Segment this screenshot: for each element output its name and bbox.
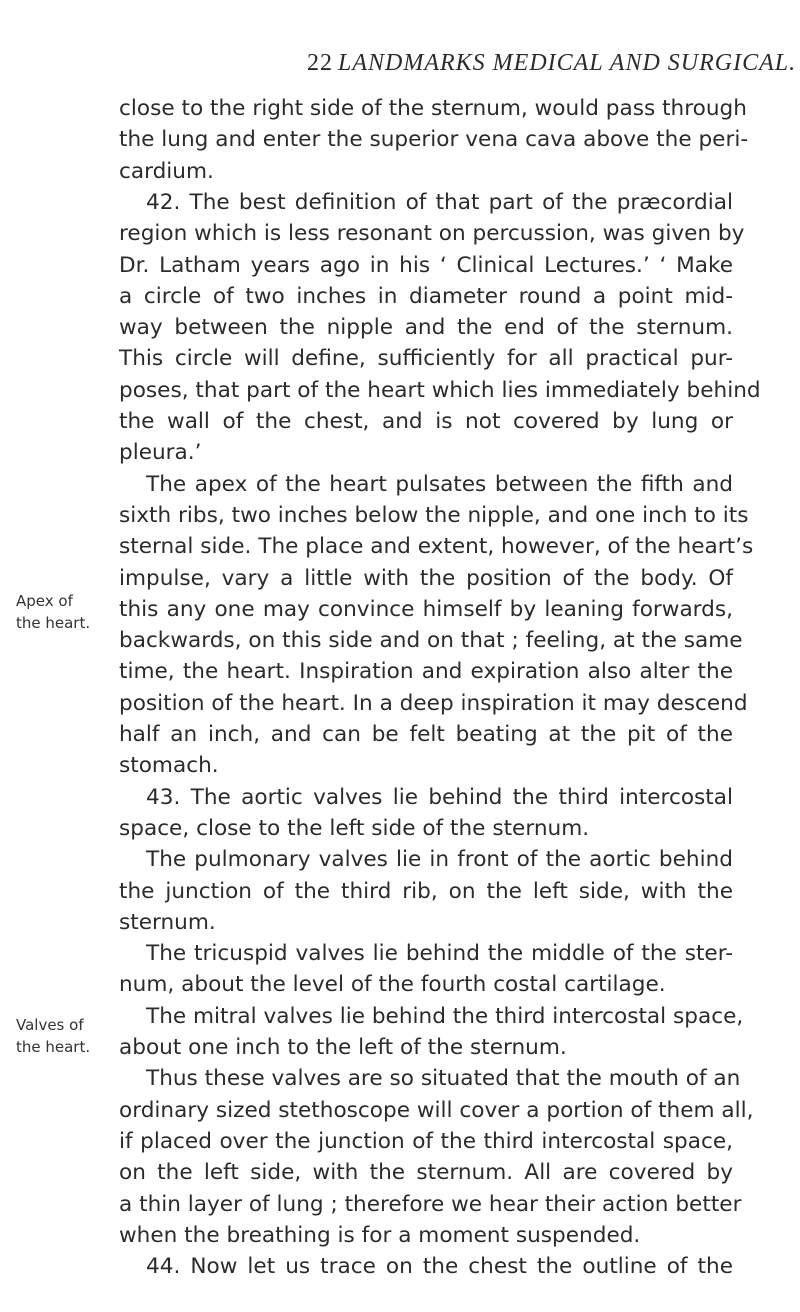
text-line: The pulmonary valves lie in front of the aortic behind	[146, 847, 733, 873]
text-line: Thus these valves are so situated that the mouth of an	[146, 1066, 741, 1092]
text-line: poses, that part of the heart which lies immediately behind	[119, 377, 761, 403]
text-line: The apex of the heart pulsates between the fifth and	[146, 471, 733, 497]
text-line: the junction of the third rib, on the left side, with the	[119, 878, 733, 904]
text-line: 43. The aortic valves lie behind the third intercostal	[146, 784, 733, 810]
text-line: The tricuspid valves lie behind the middle of the ster-	[146, 941, 733, 967]
text-line: the wall of the chest, and is not covered by lung or	[119, 409, 733, 434]
running-title: LANDMARKS MEDICAL AND SURGICAL.	[338, 50, 797, 76]
text-line: sternal side. The place and extent, however, of the heart’s	[119, 534, 754, 560]
text-line: on the left side, with the sternum. All are covered by	[119, 1160, 733, 1186]
running-header	[0, 50, 800, 80]
text-line: cardium.	[119, 158, 214, 184]
text-line: This circle will define, sufficiently for all practical pur-	[119, 346, 733, 372]
margin-note-valves	[16, 1014, 90, 1058]
text-line: pleura.’	[119, 440, 202, 466]
text-line: a circle of two inches in diameter round a point mid-	[119, 283, 733, 309]
text-line: ordinary sized stethoscope will cover a portion of them all,	[119, 1097, 754, 1123]
margin-note-line: the heart.	[16, 614, 91, 632]
text-line: about one inch to the left of the sternum.	[119, 1035, 567, 1060]
text-line: The mitral valves lie behind the third intercostal space,	[146, 1003, 744, 1029]
text-line: way between the nipple and the end of the sternum.	[119, 315, 733, 341]
text-line: stomach.	[119, 753, 219, 779]
text-line: sixth ribs, two inches below the nipple, and one inch to its	[119, 502, 749, 528]
text-line: when the breathing is for a moment suspended.	[119, 1222, 641, 1248]
text-line: backwards, on this side and on that ; feeling, at the same	[119, 628, 743, 654]
text-line: num, about the level of the fourth costal cartilage.	[119, 972, 666, 998]
text-line: a thin layer of lung ; therefore we hear their action better	[119, 1191, 742, 1217]
text-line: 44. Now let us trace on the chest the outline of the	[146, 1254, 733, 1280]
text-line: half an inch, and can be felt beating at the pit of the	[119, 722, 733, 747]
text-line: this any one may convince himself by leaning forwards,	[119, 596, 733, 622]
text-line: region which is less resonant on percussion, was given by	[119, 221, 745, 247]
text-line: Dr. Latham years ago in his ‘ Clinical Lectures.’ ‘ Make	[119, 252, 733, 278]
text-line: position of the heart. In a deep inspiration it may descend	[119, 690, 748, 716]
text-line: close to the right side of the sternum, would pass through	[119, 96, 747, 121]
text-line: impulse, vary a little with the position of the body. Of	[119, 565, 733, 591]
text-line: space, close to the left side of the sternum.	[119, 815, 590, 841]
margin-note-line: Valves of	[16, 1016, 84, 1034]
text-line: the lung and enter the superior vena cava above the peri-	[119, 127, 749, 153]
margin-note-line: the heart.	[16, 1038, 91, 1056]
page-number: 22	[307, 50, 333, 76]
margin-note-apex	[16, 590, 90, 634]
text-line: time, the heart. Inspiration and expiration also alter the	[119, 659, 733, 685]
margin-note-line: Apex of	[16, 592, 73, 610]
text-line: 42. The best definition of that part of the præcordial	[146, 189, 733, 215]
text-line: if placed over the junction of the third intercostal space,	[119, 1128, 733, 1154]
text-line: sternum.	[119, 909, 216, 935]
